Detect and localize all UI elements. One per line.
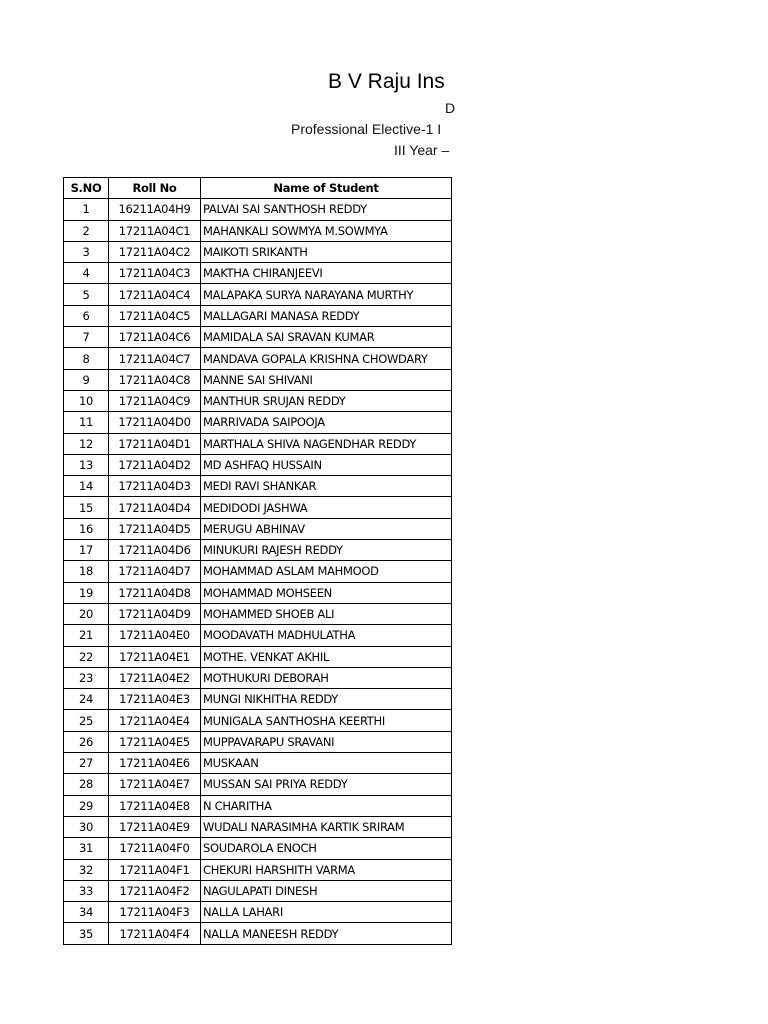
cell-student-name: MARTHALA SHIVA NAGENDHAR REDDY: [201, 433, 452, 454]
cell-roll-no: 17211A04D2: [109, 454, 201, 475]
cell-student-name: MEDIDODI JASHWA: [201, 497, 452, 518]
cell-roll-no: 17211A04D5: [109, 518, 201, 539]
cell-student-name: MUNIGALA SANTHOSHA KEERTHI: [201, 710, 452, 731]
cell-student-name: SOUDAROLA ENOCH: [201, 838, 452, 859]
table-row: [64, 241, 452, 262]
cell-sno: 12: [64, 433, 109, 454]
cell-roll-no: 17211A04D6: [109, 540, 201, 561]
cell-roll-no: 17211A04E1: [109, 646, 201, 667]
table-row: [64, 689, 452, 710]
cell-sno: 23: [64, 667, 109, 688]
cell-student-name: MANNE SAI SHIVANI: [201, 369, 452, 390]
cell-roll-no: 17211A04F3: [109, 902, 201, 923]
elective-line: Professional Elective-1 I: [291, 121, 442, 137]
cell-student-name: MAMIDALA SAI SRAVAN KUMAR: [201, 327, 452, 348]
cell-sno: 8: [64, 348, 109, 369]
cell-student-name: MANDAVA GOPALA KRISHNA CHOWDARY: [201, 348, 452, 369]
cell-student-name: MUSSAN SAI PRIYA REDDY: [201, 774, 452, 795]
table-row: [64, 476, 452, 497]
cell-roll-no: 17211A04D7: [109, 561, 201, 582]
table-row: [64, 518, 452, 539]
cell-sno: 26: [64, 731, 109, 752]
table-row: [64, 327, 452, 348]
cell-roll-no: 17211A04F1: [109, 859, 201, 880]
cell-roll-no: 17211A04C8: [109, 369, 201, 390]
cell-sno: 11: [64, 412, 109, 433]
cell-roll-no: 17211A04C9: [109, 390, 201, 411]
table-row: [64, 710, 452, 731]
table-row: [64, 795, 452, 816]
table-row: [64, 753, 452, 774]
cell-sno: 9: [64, 369, 109, 390]
department-line: D: [445, 100, 456, 116]
cell-roll-no: 17211A04E6: [109, 753, 201, 774]
cell-sno: 21: [64, 625, 109, 646]
cell-roll-no: 17211A04D9: [109, 603, 201, 624]
cell-sno: 17: [64, 540, 109, 561]
cell-sno: 4: [64, 263, 109, 284]
column-header-sno: S.NO: [64, 178, 109, 199]
table-row: [64, 540, 452, 561]
table-row: [64, 348, 452, 369]
cell-sno: 5: [64, 284, 109, 305]
cell-student-name: NAGULAPATI DINESH: [201, 880, 452, 901]
cell-student-name: MEDI RAVI SHANKAR: [201, 476, 452, 497]
cell-student-name: MAKTHA CHIRANJEEVI: [201, 263, 452, 284]
table-row: [64, 646, 452, 667]
cell-student-name: MD ASHFAQ HUSSAIN: [201, 454, 452, 475]
cell-student-name: MALLAGARI MANASA REDDY: [201, 305, 452, 326]
cell-sno: 13: [64, 454, 109, 475]
cell-student-name: MAIKOTI SRIKANTH: [201, 241, 452, 262]
cell-sno: 14: [64, 476, 109, 497]
cell-roll-no: 17211A04E3: [109, 689, 201, 710]
cell-roll-no: 17211A04F2: [109, 880, 201, 901]
cell-student-name: MARRIVADA SAIPOOJA: [201, 412, 452, 433]
cell-sno: 25: [64, 710, 109, 731]
column-header-roll-no: Roll No: [109, 178, 201, 199]
table-row: [64, 880, 452, 901]
cell-roll-no: 17211A04F4: [109, 923, 201, 944]
cell-sno: 1: [64, 199, 109, 220]
cell-sno: 34: [64, 902, 109, 923]
cell-student-name: MALAPAKA SURYA NARAYANA MURTHY: [201, 284, 452, 305]
cell-roll-no: 17211A04C3: [109, 263, 201, 284]
table-row: [64, 305, 452, 326]
cell-roll-no: 17211A04F0: [109, 838, 201, 859]
table-row: [64, 561, 452, 582]
cell-student-name: MOODAVATH MADHULATHA: [201, 625, 452, 646]
table-row: [64, 816, 452, 837]
cell-sno: 10: [64, 390, 109, 411]
cell-sno: 7: [64, 327, 109, 348]
cell-student-name: MUNGI NIKHITHA REDDY: [201, 689, 452, 710]
cell-roll-no: 17211A04E9: [109, 816, 201, 837]
cell-student-name: WUDALI NARASIMHA KARTIK SRIRAM: [201, 816, 452, 837]
table-row: [64, 859, 452, 880]
cell-roll-no: 17211A04E4: [109, 710, 201, 731]
cell-sno: 31: [64, 838, 109, 859]
table-row: [64, 199, 452, 220]
cell-roll-no: 17211A04E2: [109, 667, 201, 688]
cell-roll-no: 17211A04E8: [109, 795, 201, 816]
cell-student-name: MOHAMMAD ASLAM MAHMOOD: [201, 561, 452, 582]
cell-roll-no: 17211A04C5: [109, 305, 201, 326]
cell-roll-no: 17211A04D4: [109, 497, 201, 518]
cell-student-name: MERUGU ABHINAV: [201, 518, 452, 539]
cell-sno: 15: [64, 497, 109, 518]
cell-student-name: MUPPAVARAPU SRAVANI: [201, 731, 452, 752]
cell-student-name: CHEKURI HARSHITH VARMA: [201, 859, 452, 880]
cell-sno: 2: [64, 220, 109, 241]
student-table: [63, 177, 452, 945]
table-row: [64, 838, 452, 859]
cell-student-name: NALLA MANEESH REDDY: [201, 923, 452, 944]
table-row: [64, 263, 452, 284]
table-header-row: [64, 178, 452, 199]
table-row: [64, 902, 452, 923]
cell-roll-no: 17211A04E0: [109, 625, 201, 646]
table-row: [64, 390, 452, 411]
cell-student-name: MUSKAAN: [201, 753, 452, 774]
table-row: [64, 603, 452, 624]
cell-student-name: MOTHUKURI DEBORAH: [201, 667, 452, 688]
cell-sno: 33: [64, 880, 109, 901]
table-row: [64, 433, 452, 454]
cell-sno: 27: [64, 753, 109, 774]
cell-student-name: MOTHE. VENKAT AKHIL: [201, 646, 452, 667]
cell-roll-no: 17211A04C2: [109, 241, 201, 262]
cell-student-name: NALLA LAHARI: [201, 902, 452, 923]
cell-roll-no: 17211A04C1: [109, 220, 201, 241]
table-row: [64, 731, 452, 752]
table-row: [64, 369, 452, 390]
cell-roll-no: 17211A04D8: [109, 582, 201, 603]
cell-roll-no: 17211A04C4: [109, 284, 201, 305]
cell-sno: 3: [64, 241, 109, 262]
cell-roll-no: 16211A04H9: [109, 199, 201, 220]
cell-student-name: MOHAMMED SHOEB ALI: [201, 603, 452, 624]
cell-sno: 20: [64, 603, 109, 624]
cell-sno: 16: [64, 518, 109, 539]
cell-sno: 35: [64, 923, 109, 944]
cell-roll-no: 17211A04D3: [109, 476, 201, 497]
column-header-name: Name of Student: [201, 178, 452, 199]
institute-title: B V Raju Ins: [328, 70, 445, 93]
table-row: [64, 582, 452, 603]
cell-roll-no: 17211A04D1: [109, 433, 201, 454]
cell-sno: 19: [64, 582, 109, 603]
table-row: [64, 625, 452, 646]
cell-roll-no: 17211A04D0: [109, 412, 201, 433]
cell-roll-no: 17211A04E7: [109, 774, 201, 795]
cell-sno: 18: [64, 561, 109, 582]
cell-sno: 6: [64, 305, 109, 326]
table-row: [64, 284, 452, 305]
year-line: III Year –: [394, 142, 450, 158]
cell-sno: 29: [64, 795, 109, 816]
table-row: [64, 923, 452, 944]
table-row: [64, 497, 452, 518]
cell-sno: 32: [64, 859, 109, 880]
cell-sno: 30: [64, 816, 109, 837]
table-row: [64, 774, 452, 795]
table-row: [64, 220, 452, 241]
cell-student-name: N CHARITHA: [201, 795, 452, 816]
cell-roll-no: 17211A04C6: [109, 327, 201, 348]
table-row: [64, 667, 452, 688]
cell-sno: 24: [64, 689, 109, 710]
cell-roll-no: 17211A04E5: [109, 731, 201, 752]
cell-student-name: PALVAI SAI SANTHOSH REDDY: [201, 199, 452, 220]
cell-sno: 28: [64, 774, 109, 795]
cell-student-name: MANTHUR SRUJAN REDDY: [201, 390, 452, 411]
table-row: [64, 412, 452, 433]
cell-sno: 22: [64, 646, 109, 667]
cell-student-name: MOHAMMAD MOHSEEN: [201, 582, 452, 603]
cell-student-name: MAHANKALI SOWMYA M.SOWMYA: [201, 220, 452, 241]
cell-roll-no: 17211A04C7: [109, 348, 201, 369]
cell-student-name: MINUKURI RAJESH REDDY: [201, 540, 452, 561]
table-row: [64, 454, 452, 475]
